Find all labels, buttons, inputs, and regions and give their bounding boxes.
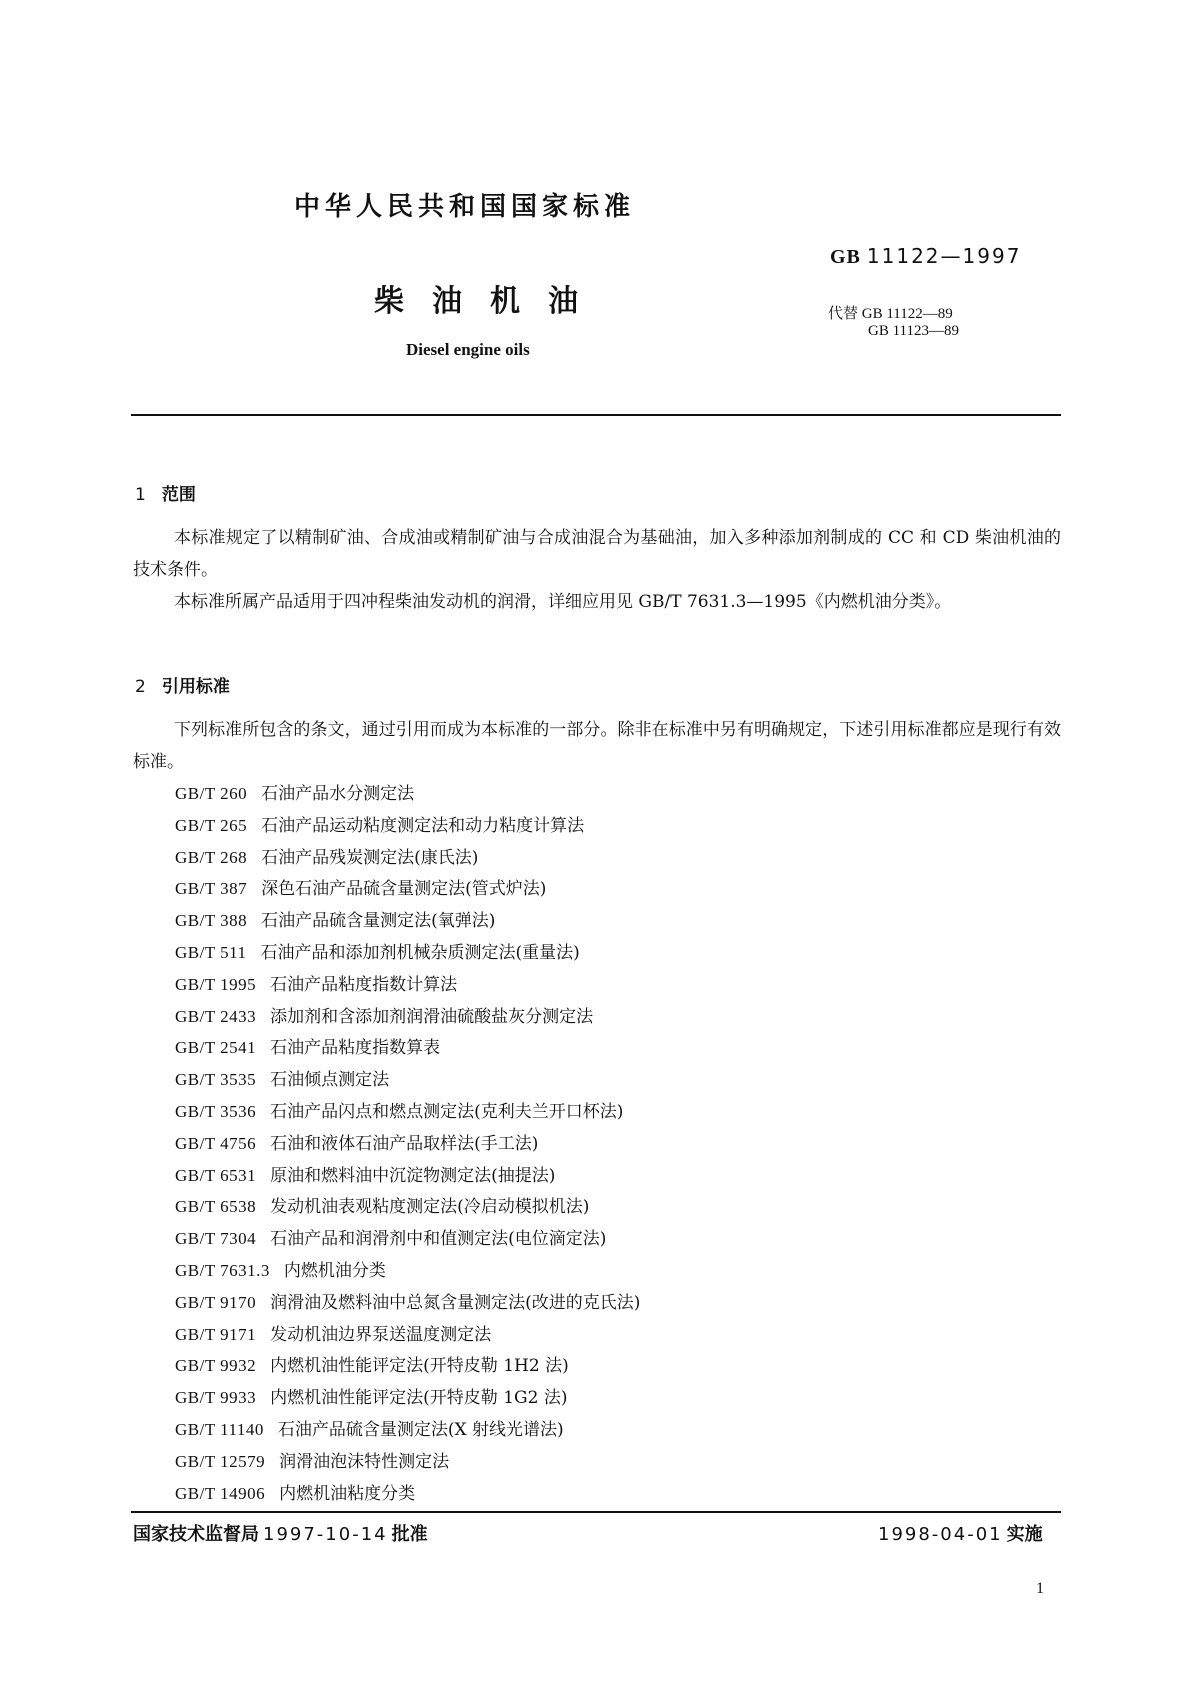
reference-item bbox=[175, 1001, 640, 1033]
section-2-heading bbox=[135, 672, 230, 697]
approval-date: 1997-10-14 bbox=[263, 1524, 388, 1545]
standard-number bbox=[830, 244, 1021, 269]
reference-title: 内燃机油性能评定法(开特皮勒 1G2 法) bbox=[270, 1388, 568, 1409]
reference-title: 内燃机油粘度分类 bbox=[279, 1483, 416, 1504]
reference-code: GB/T 14906 bbox=[175, 1483, 266, 1503]
reference-title: 石油和液体石油产品取样法(手工法) bbox=[270, 1133, 539, 1154]
section-1-number: 1 bbox=[135, 485, 146, 505]
standard-code: 11122—1997 bbox=[866, 244, 1022, 268]
reference-title: 发动机油表观粘度测定法(冷启动模拟机法) bbox=[270, 1197, 590, 1218]
reference-title: 添加剂和含添加剂润滑油硫酸盐灰分测定法 bbox=[270, 1006, 594, 1027]
reference-title: 发动机油边界泵送温度测定法 bbox=[270, 1324, 492, 1345]
reference-item bbox=[175, 905, 640, 937]
footer-divider bbox=[131, 1511, 1061, 1513]
reference-code: GB/T 4756 bbox=[175, 1133, 257, 1153]
section-1-paragraph-1: 本标准规定了以精制矿油、合成油或精制矿油与合成油混合为基础油，加入多种添加剂制成的 CC 和 CD 柴油机油的技术条件。 bbox=[133, 528, 1061, 580]
reference-item bbox=[175, 1032, 640, 1064]
reference-title: 石油产品粘度指数算表 bbox=[270, 1038, 441, 1059]
reference-title: 石油产品闪点和燃点测定法(克利夫兰开口杯法) bbox=[270, 1101, 624, 1122]
reference-title: 石油产品和润滑剂中和值测定法(电位滴定法) bbox=[270, 1229, 607, 1250]
reference-code: GB/T 12579 bbox=[175, 1451, 266, 1471]
reference-code: GB/T 9932 bbox=[175, 1356, 257, 1376]
reference-code: GB/T 11140 bbox=[175, 1419, 264, 1439]
approval-line bbox=[133, 1520, 428, 1546]
reference-code: GB/T 9171 bbox=[175, 1324, 257, 1344]
approval-organization: 国家技术监督局 bbox=[133, 1524, 259, 1545]
reference-item bbox=[175, 1446, 640, 1478]
reference-code: GB/T 3536 bbox=[175, 1101, 257, 1121]
reference-title: 深色石油产品硫含量测定法(管式炉法) bbox=[261, 879, 547, 900]
reference-title: 石油倾点测定法 bbox=[270, 1070, 390, 1091]
section-2-title: 引用标准 bbox=[161, 677, 230, 697]
reference-code: GB/T 511 bbox=[175, 942, 247, 962]
reference-item bbox=[175, 1350, 640, 1382]
reference-title: 原油和燃料油中沉淀物测定法(抽提法) bbox=[270, 1165, 556, 1186]
reference-title: 内燃机油性能评定法(开特皮勒 1H2 法) bbox=[270, 1356, 569, 1377]
reference-title: 石油产品水分测定法 bbox=[261, 784, 415, 804]
reference-code: GB/T 9170 bbox=[175, 1292, 257, 1312]
reference-title: 石油产品残炭测定法(康氏法) bbox=[261, 847, 479, 868]
reference-item bbox=[175, 1096, 640, 1128]
approval-label: 批准 bbox=[391, 1524, 428, 1545]
reference-code: GB/T 2433 bbox=[175, 1006, 257, 1026]
reference-code: GB/T 6538 bbox=[175, 1197, 257, 1217]
reference-code: GB/T 6531 bbox=[175, 1165, 257, 1185]
reference-item bbox=[175, 1255, 640, 1287]
reference-item bbox=[175, 1128, 640, 1160]
reference-title: 石油产品硫含量测定法(X 射线光谱法) bbox=[277, 1419, 564, 1440]
document-title-en: Diesel engine oils bbox=[406, 340, 530, 359]
reference-code: GB/T 3535 bbox=[175, 1070, 257, 1090]
reference-code: GB/T 260 bbox=[175, 784, 248, 803]
reference-item bbox=[175, 1414, 640, 1446]
reference-item bbox=[175, 1160, 640, 1192]
reference-item bbox=[175, 1223, 640, 1255]
reference-title: 润滑油泡沫特性测定法 bbox=[279, 1451, 450, 1472]
national-standard-title: 中华人民共和国国家标准 bbox=[294, 192, 636, 222]
page-number: 1 bbox=[1036, 1580, 1044, 1597]
reference-item bbox=[175, 1319, 640, 1351]
reference-item bbox=[175, 1478, 640, 1510]
reference-item bbox=[175, 1287, 640, 1319]
standard-prefix: GB bbox=[830, 246, 861, 268]
reference-item bbox=[175, 1064, 640, 1096]
header-divider bbox=[131, 414, 1061, 416]
reference-title: 润滑油及燃料油中总氮含量测定法(改进的克氏法) bbox=[270, 1292, 641, 1313]
replaces-block bbox=[828, 306, 959, 340]
reference-item bbox=[175, 937, 640, 969]
reference-item bbox=[175, 810, 640, 842]
reference-item bbox=[175, 842, 640, 874]
reference-list bbox=[175, 778, 640, 1509]
replaces-line-1: 代替 GB 11122—89 bbox=[828, 306, 953, 322]
reference-code: GB/T 9933 bbox=[175, 1388, 257, 1408]
reference-item bbox=[175, 873, 640, 905]
reference-title: 石油产品硫含量测定法(氧弹法) bbox=[261, 911, 496, 932]
reference-item bbox=[175, 778, 640, 810]
reference-item bbox=[175, 1382, 640, 1414]
section-2-paragraph-1: 下列标准所包含的条文，通过引用而成为本标准的一部分。除非在标准中另有明确规定，下述引用标准都应是现行有效标准。 bbox=[133, 720, 1061, 772]
reference-item bbox=[175, 1191, 640, 1223]
effective-line bbox=[874, 1520, 1043, 1546]
section-1-title: 范围 bbox=[161, 485, 196, 505]
reference-title: 石油产品运动粘度测定法和动力粘度计算法 bbox=[261, 815, 585, 836]
reference-title: 石油产品和添加剂机械杂质测定法(重量法) bbox=[260, 942, 580, 963]
reference-code: GB/T 268 bbox=[175, 847, 248, 867]
section-1-paragraph-2: 本标准所属产品适用于四冲程柴油发动机的润滑，详细应用见 GB/T 7631.3—1995《内燃机油分类》。 bbox=[174, 592, 952, 612]
effective-label: 实施 bbox=[1006, 1524, 1043, 1545]
reference-code: GB/T 387 bbox=[175, 879, 248, 899]
reference-code: GB/T 2541 bbox=[175, 1038, 257, 1058]
reference-title: 石油产品粘度指数计算法 bbox=[270, 974, 458, 995]
reference-code: GB/T 265 bbox=[175, 815, 248, 835]
reference-code: GB/T 7631.3 bbox=[175, 1260, 270, 1280]
replaces-line-2: GB 11123—89 bbox=[868, 323, 959, 339]
reference-title: 内燃机油分类 bbox=[283, 1260, 386, 1281]
section-2-number: 2 bbox=[135, 677, 146, 697]
effective-date: 1998-04-01 bbox=[878, 1524, 1003, 1545]
reference-code: GB/T 7304 bbox=[175, 1229, 257, 1249]
section-1-heading bbox=[135, 480, 196, 505]
reference-code: GB/T 388 bbox=[175, 911, 248, 931]
reference-item bbox=[175, 969, 640, 1001]
reference-code: GB/T 1995 bbox=[175, 974, 257, 994]
document-title-cn: 柴油机油 bbox=[374, 284, 606, 319]
